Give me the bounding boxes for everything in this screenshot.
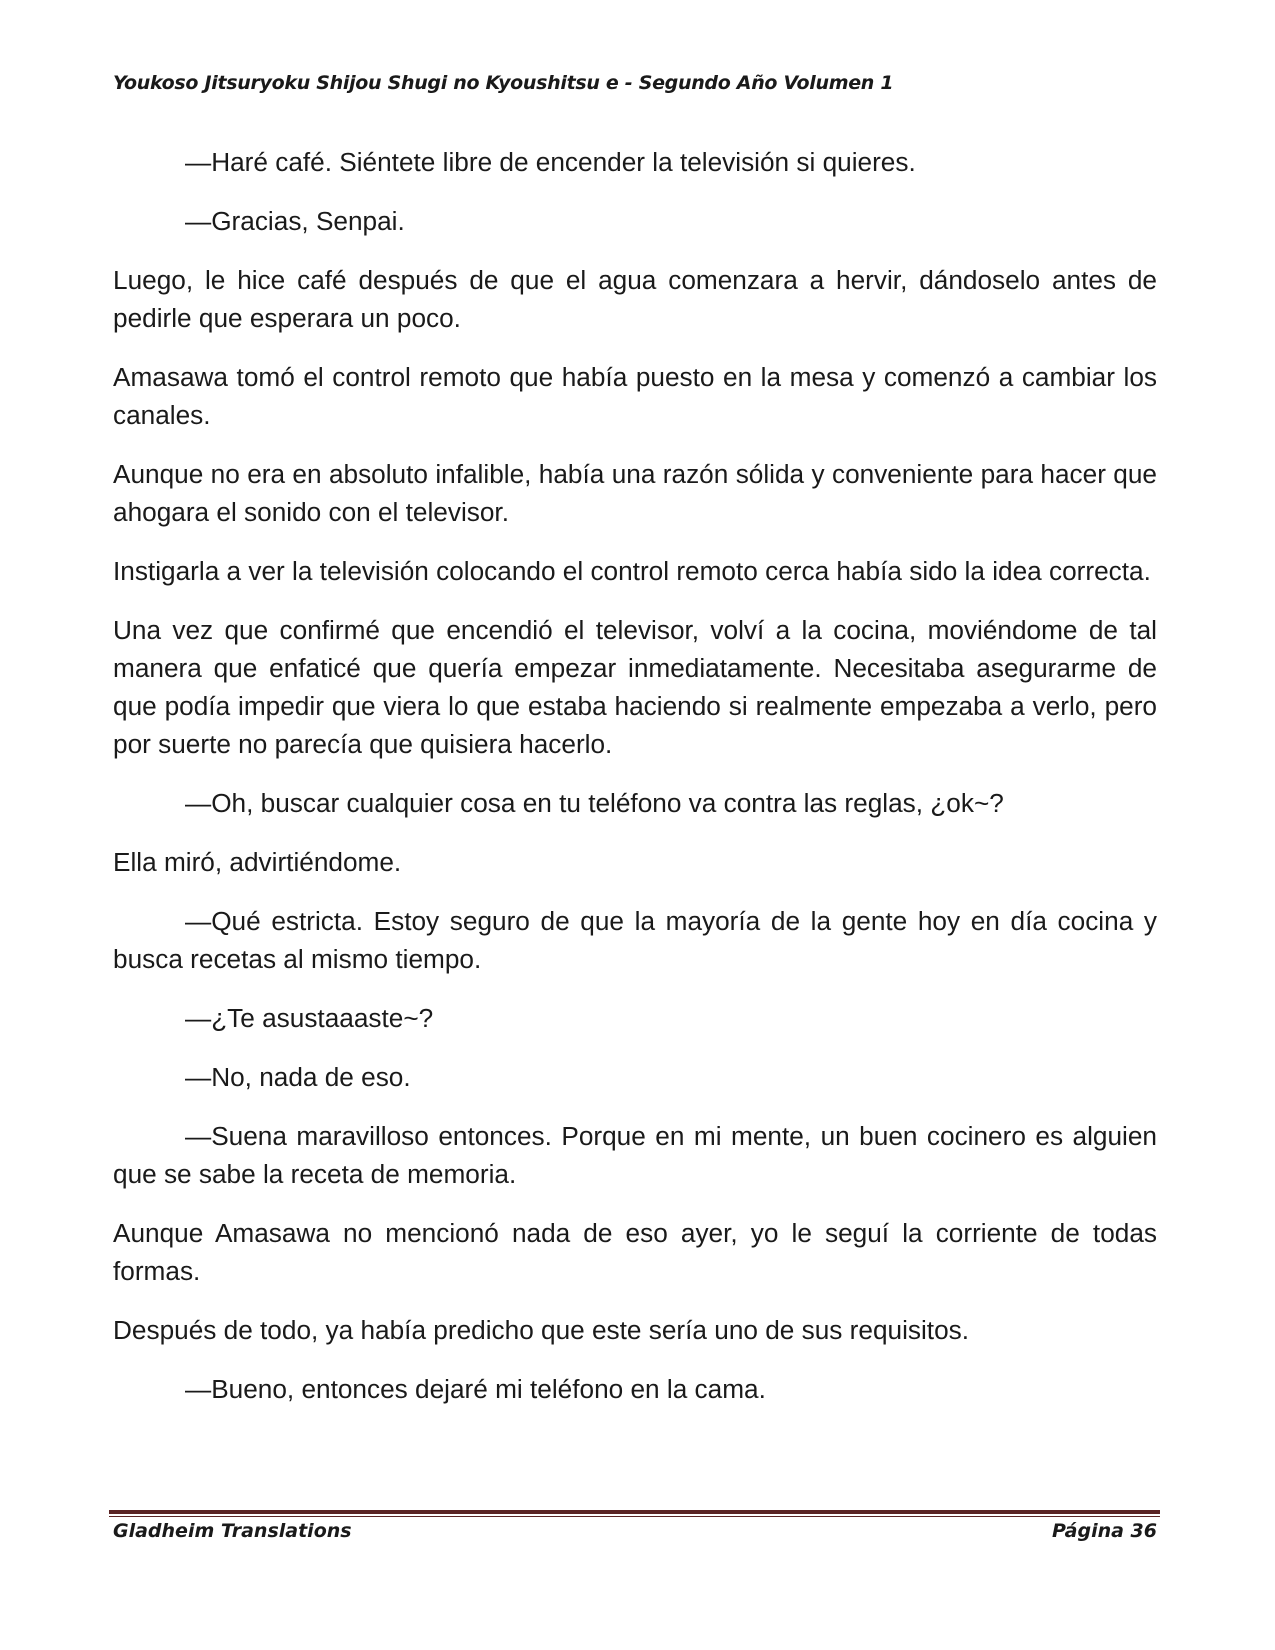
running-header: Youkoso Jitsuryoku Shijou Shugi no Kyoushitsu e - Segundo Año Volumen 1 [113, 72, 894, 94]
paragraph-13: —Suena maravilloso entonces. Porque en mi mente, un buen cocinero es alguien que se sabe la receta de memoria. [113, 1121, 1157, 1189]
body-text [113, 143, 1157, 1429]
paragraph-10: —Qué estricta. Estoy seguro de que la mayoría de la gente hoy en día cocina y busca recetas al mismo tiempo. [113, 906, 1157, 974]
paragraph-16: —Bueno, entonces dejaré mi teléfono en la cama. [185, 1374, 766, 1404]
footer-publisher: Gladheim Translations [113, 1520, 352, 1542]
paragraph-12: —No, nada de eso. [185, 1062, 411, 1092]
paragraph-3: Luego, le hice café después de que el agua comenzara a hervir, dándoselo antes de pedirle que esperara un poco. [113, 265, 1157, 333]
footer-rule-thin [109, 1516, 1160, 1517]
paragraph-4: Amasawa tomó el control remoto que había puesto en la mesa y comenzó a cambiar los canales. [113, 362, 1157, 430]
footer-page-number: Página 36 [1051, 1520, 1157, 1542]
paragraph-6: Instigarla a ver la televisión colocando el control remoto cerca había sido la idea correcta. [113, 556, 1151, 586]
paragraph-5: Aunque no era en absoluto infalible, había una razón sólida y conveniente para hacer que ahogara el sonido con el televisor. [113, 459, 1157, 527]
paragraph-11: —¿Te asustaaaste~? [185, 1003, 434, 1033]
footer-rule-thick [109, 1510, 1160, 1514]
paragraph-2: —Gracias, Senpai. [185, 206, 405, 236]
paragraph-1: —Haré café. Siéntete libre de encender la televisión si quieres. [185, 147, 916, 177]
paragraph-14: Aunque Amasawa no mencionó nada de eso ayer, yo le seguí la corriente de todas formas. [113, 1218, 1157, 1286]
paragraph-8: —Oh, buscar cualquier cosa en tu teléfono va contra las reglas, ¿ok~? [185, 788, 1004, 818]
paragraph-15: Después de todo, ya había predicho que este sería uno de sus requisitos. [113, 1315, 970, 1345]
paragraph-7: Una vez que confirmé que encendió el televisor, volví a la cocina, moviéndome de tal manera que enfaticé que quería empezar inmediatamente. Necesitaba asegurarme de que podía impedir que viera lo que estaba haciendo si realmente empezaba a verlo, pero por suerte no parecía que quisiera hacerlo. [113, 615, 1157, 759]
paragraph-9: Ella miró, advirtiéndome. [113, 847, 402, 877]
